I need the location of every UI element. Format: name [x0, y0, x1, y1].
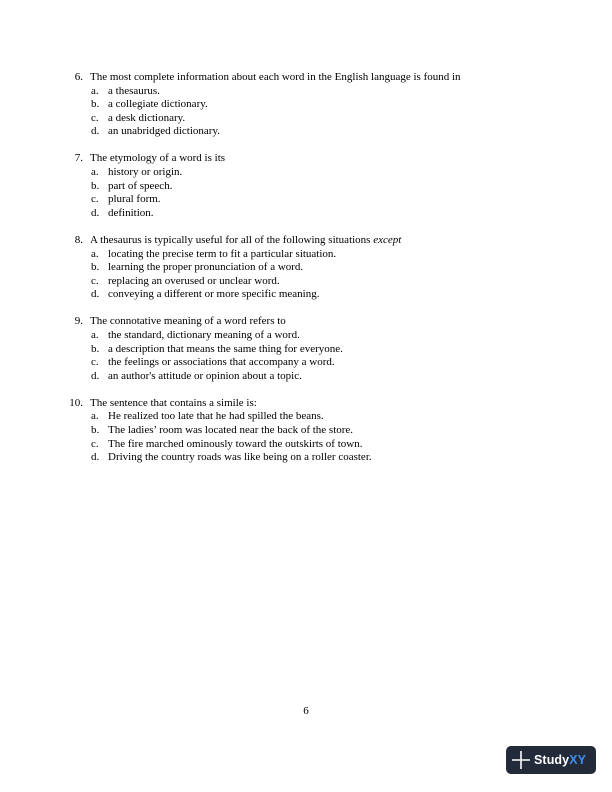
- question-stem: [0, 234, 612, 248]
- option-letter: a.: [91, 410, 99, 423]
- studyxy-badge[interactable]: [506, 746, 596, 774]
- option-letter: d.: [91, 451, 100, 464]
- answer-option-d: [0, 451, 612, 465]
- question-text: The etymology of a word is its: [90, 152, 226, 165]
- question-8: [0, 234, 612, 302]
- option-text: a description that means the same thing for everyone.: [108, 342, 343, 355]
- answer-option-b: [0, 424, 612, 438]
- option-letter: c.: [91, 193, 99, 206]
- option-letter: d.: [91, 125, 100, 138]
- option-text: history or origin.: [108, 166, 183, 179]
- plus-icon: [511, 750, 531, 770]
- option-letter: d.: [91, 369, 100, 382]
- option-letter: a.: [91, 247, 99, 260]
- question-stem: [0, 397, 612, 411]
- answer-option-b: [0, 343, 612, 357]
- option-text: He realized too late that he had spilled the beans.: [108, 410, 324, 423]
- option-letter: c.: [91, 437, 99, 450]
- answer-option-a: [0, 166, 612, 180]
- option-letter: a.: [91, 84, 99, 97]
- question-list: [0, 71, 612, 478]
- option-text: definition.: [108, 206, 154, 219]
- answer-option-d: [0, 125, 612, 139]
- option-text: Driving the country roads was like being on a roller coaster.: [108, 451, 372, 464]
- answer-option-d: [0, 288, 612, 302]
- answer-option-c: [0, 275, 612, 289]
- answer-option-b: [0, 180, 612, 194]
- answer-option-b: [0, 261, 612, 275]
- question-10: [0, 397, 612, 465]
- answer-option-a: [0, 410, 612, 424]
- option-text: a collegiate dictionary.: [108, 98, 208, 111]
- option-text: The fire marched ominously toward the outskirts of town.: [108, 437, 363, 450]
- question-text: The most complete information about each word in the English language is found in: [90, 71, 461, 83]
- option-text: learning the proper pronunciation of a word.: [108, 261, 304, 274]
- option-text: replacing an overused or unclear word.: [108, 274, 280, 287]
- option-text: conveying a different or more specific meaning.: [108, 288, 320, 301]
- option-text: The ladies’ room was located near the back of the store.: [108, 424, 354, 437]
- option-text: locating the precise term to fit a particular situation.: [108, 247, 337, 260]
- option-text: an author's attitude or opinion about a topic.: [108, 369, 302, 382]
- answer-option-a: [0, 329, 612, 343]
- option-text: an unabridged dictionary.: [108, 125, 220, 138]
- option-letter: b.: [91, 424, 100, 437]
- question-number: 6.: [74, 71, 83, 83]
- question-stem: [0, 315, 612, 329]
- option-letter: d.: [91, 288, 100, 301]
- question-stem: [0, 152, 612, 166]
- option-letter: b.: [91, 98, 100, 111]
- page-number: 6: [303, 705, 309, 717]
- option-text: a desk dictionary.: [108, 111, 186, 124]
- question-7: [0, 152, 612, 220]
- question-text: The connotative meaning of a word refers to: [90, 315, 286, 328]
- option-letter: c.: [91, 111, 99, 124]
- question-stem: [0, 71, 612, 85]
- answer-option-b: [0, 98, 612, 112]
- option-text: the standard, dictionary meaning of a word.: [108, 329, 300, 341]
- badge-label: [534, 746, 586, 774]
- emphasis-word: except: [373, 233, 402, 246]
- option-text: the feelings or associations that accompany a word.: [108, 356, 335, 369]
- option-text: part of speech.: [108, 179, 173, 192]
- option-letter: a.: [91, 166, 99, 179]
- question-9: [0, 315, 612, 383]
- option-letter: a.: [91, 329, 99, 341]
- answer-option-d: [0, 370, 612, 384]
- question-text: A thesaurus is typically useful for all of the following situations except: [90, 233, 402, 246]
- answer-option-c: [0, 356, 612, 370]
- option-letter: b.: [91, 261, 100, 274]
- answer-option-c: [0, 438, 612, 452]
- option-text: plural form.: [108, 193, 161, 206]
- option-letter: c.: [91, 274, 99, 287]
- answer-option-a: [0, 248, 612, 262]
- option-letter: d.: [91, 206, 100, 219]
- question-number: 8.: [74, 233, 83, 246]
- answer-option-c: [0, 193, 612, 207]
- option-text: a thesaurus.: [108, 84, 160, 97]
- answer-option-d: [0, 207, 612, 221]
- option-letter: c.: [91, 356, 99, 369]
- question-text: The sentence that contains a simile is:: [90, 396, 257, 409]
- option-letter: b.: [91, 342, 100, 355]
- question-number: 10.: [69, 396, 83, 409]
- option-letter: b.: [91, 179, 100, 192]
- answer-option-a: [0, 85, 612, 99]
- badge-label-xy: XY: [569, 753, 587, 767]
- answer-option-c: [0, 112, 612, 126]
- question-number: 9.: [74, 315, 83, 328]
- badge-label-study: Study: [534, 753, 570, 767]
- question-number: 7.: [74, 152, 83, 165]
- question-6: [0, 71, 612, 139]
